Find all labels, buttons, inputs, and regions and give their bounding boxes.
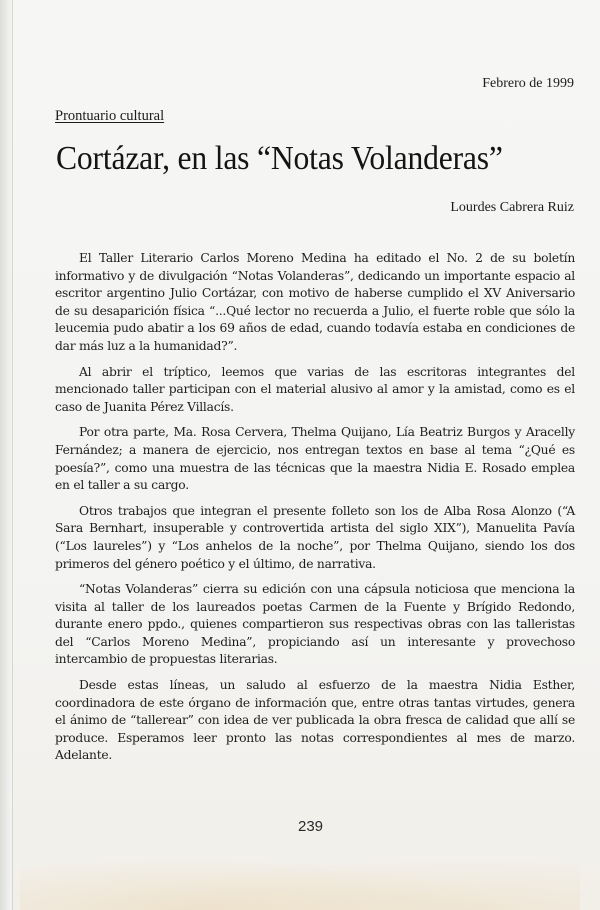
paragraph: Desde estas líneas, un saludo al esfuerzo de la maestra Nidia Esther, coordinadora de este órgano de información que, entre otras tantas virtudes, genera el ánimo de “tallerear” con idea de ver publicada la obra fresca de calidad que allí se produce. Esperamos leer pronto las notas correspondientes al mes de marzo. Adelante. bbox=[55, 678, 575, 763]
paragraph: El Taller Literario Carlos Moreno Medina ha editado el No. 2 de su boletín informativo y de divulgación “Notas Volanderas”, dedicando un importante espacio al escritor argentino Julio Cortázar, con motivo de haberse cumplido el XV Aniversario de su desaparición física “...Qué lector no recuerda a Julio, el fuerte roble que sólo la leucemia pudo abatir a los 69 años de edad, cuando todavía estaba en condiciones de dar más luz a la humanidad?”. bbox=[55, 251, 575, 353]
page-spine-shadow bbox=[0, 0, 13, 910]
paragraph: “Notas Volanderas” cierra su edición con una cápsula noticiosa que menciona la visita al taller de los laureados poetas Carmen de la Fuente y Brígido Redondo, durante enero ppdo., quienes compartieron sus respectivas obras con las talleristas del “Carlos Moreno Medina”, propiciando así un interesante y provechoso intercambio de propuestas literarias. bbox=[55, 582, 575, 667]
section-heading: Prontuario cultural bbox=[55, 108, 165, 124]
page-number: 239 bbox=[298, 818, 324, 835]
paragraph: Al abrir el tríptico, leemos que varias de las escritoras integrantes del mencionado taller participan con el material alusivo al amor y la amistad, como es el caso de Juanita Pérez Villacís. bbox=[55, 364, 575, 414]
paragraph: Por otra parte, Ma. Rosa Cervera, Thelma Quijano, Lía Beatriz Burgos y Aracelly Fernández; a manera de ejercicio, nos entregan textos en base al tema “¿Qué es poesía?”, como una muestra de las técnicas que la maestra Nidia E. Rosado emplea en el taller a su cargo. bbox=[55, 425, 575, 493]
article-title: Cortázar, en las “Notas Volanderas” bbox=[56, 140, 503, 177]
paper-stain bbox=[20, 850, 580, 910]
paragraph: Otros trabajos que integran el presente folleto son los de Alba Rosa Alonzo (“A Sara Bernhart, insuperable y controvertida artista del siglo XIX”), Manuelita Pavía (“Los laureles”) y “Los anhelos de la noche”, por Thelma Quijano, siendo los dos primeros del género poético y el último, de narrativa. bbox=[55, 503, 575, 571]
article-author: Lourdes Cabrera Ruiz bbox=[450, 200, 574, 215]
issue-date: Febrero de 1999 bbox=[482, 76, 574, 91]
article-body bbox=[55, 250, 575, 773]
